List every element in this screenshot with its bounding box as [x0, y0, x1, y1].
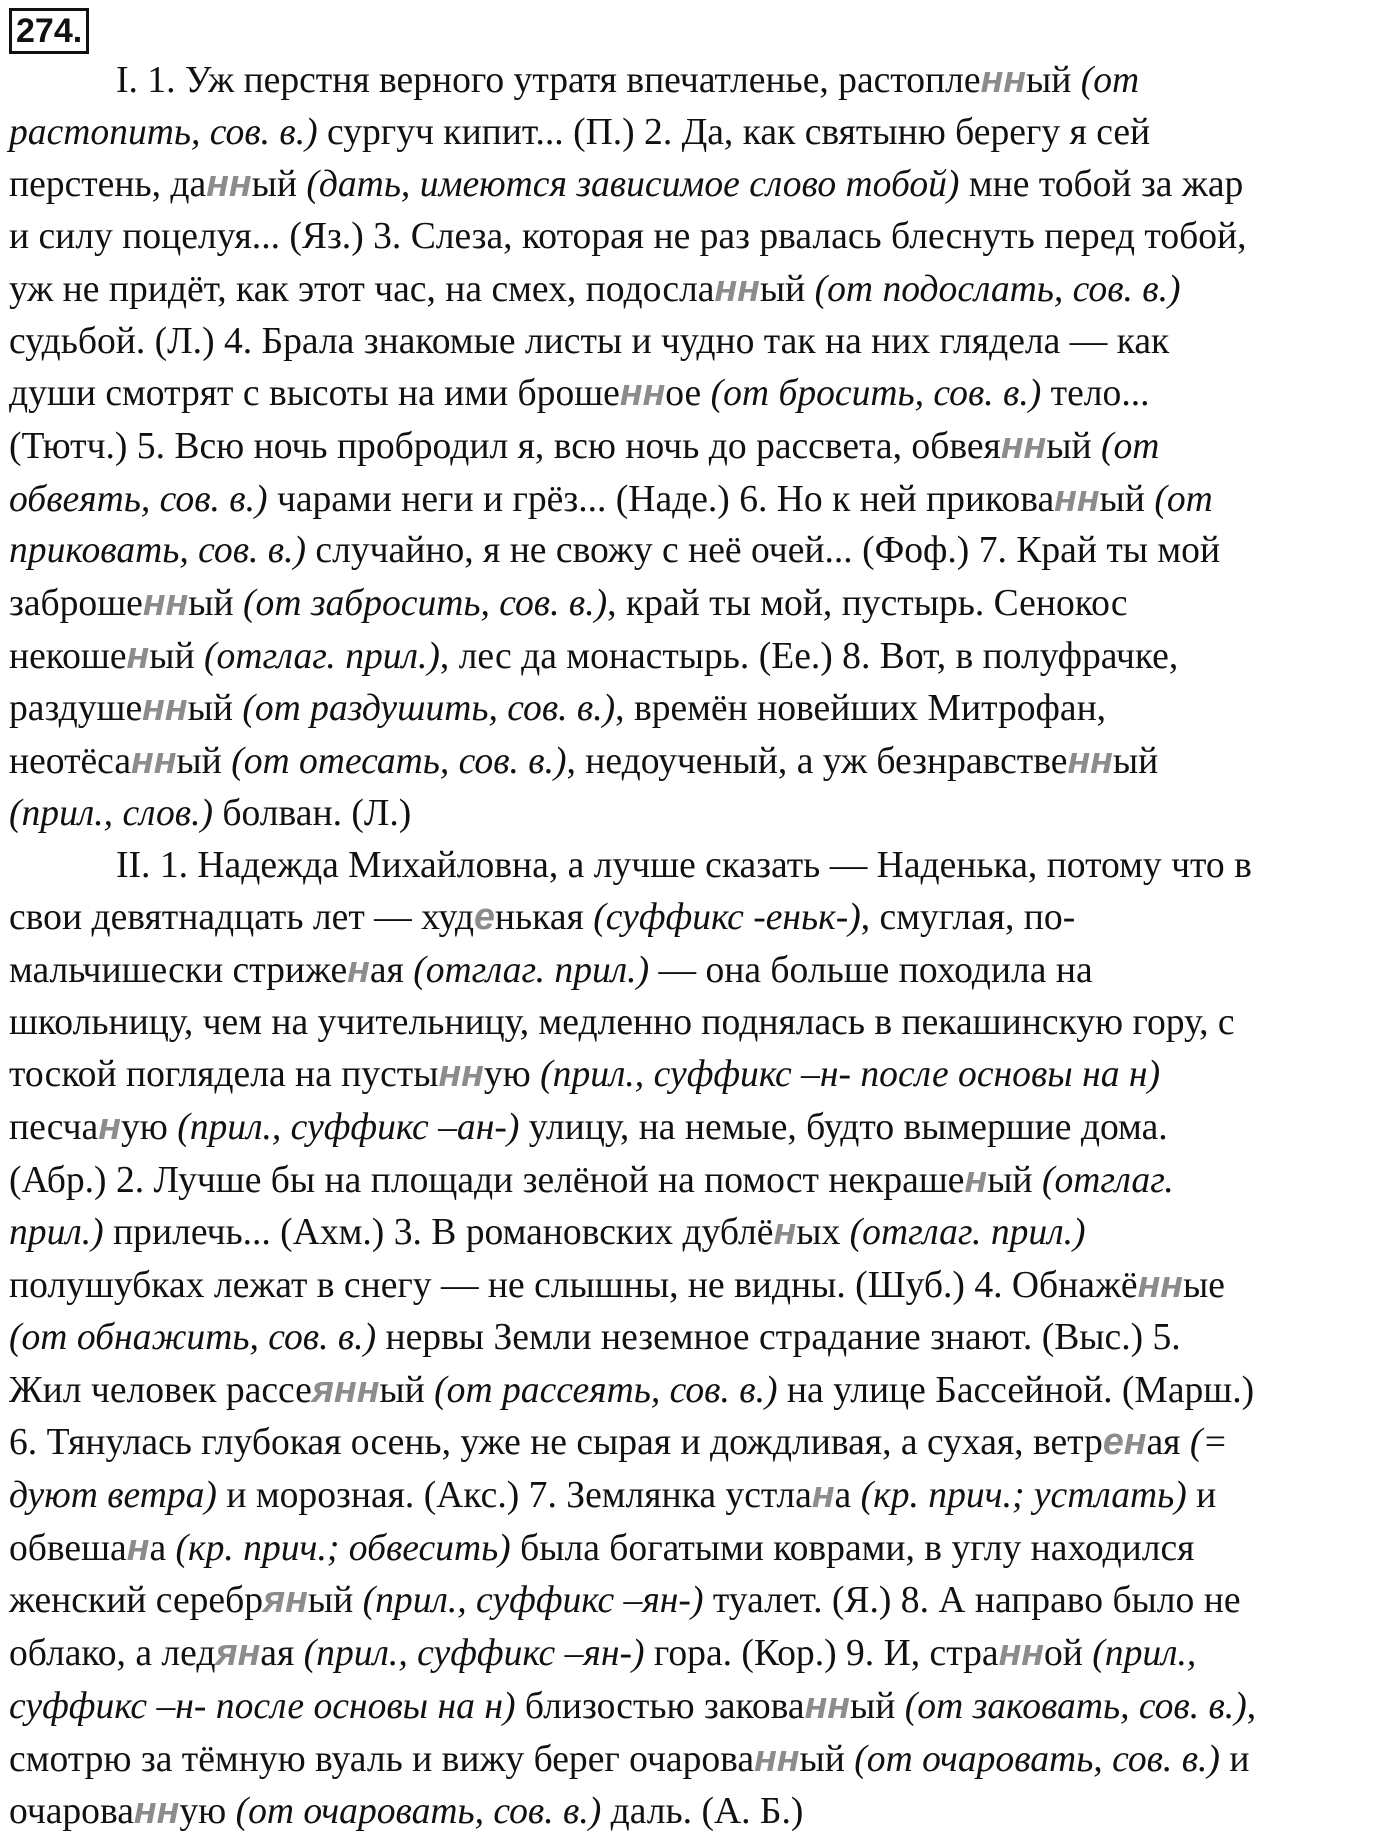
comment-text: (от: [1154, 478, 1213, 520]
body-text: перстень, да: [9, 164, 207, 206]
text-line: [9, 420, 1386, 473]
text-line: [9, 840, 1386, 892]
comment-text: (от забросить, сов. в.): [243, 583, 608, 625]
highlighted-letters: янн: [311, 1367, 380, 1410]
body-text: и морозная. (Акс.) 7. Землянка устла: [216, 1474, 812, 1516]
body-text: , лес да монастырь. (Ее.) 8. Вот, в полуфрачке,: [439, 635, 1179, 677]
body-text: ую: [120, 1107, 178, 1149]
highlighted-letters: нн: [1054, 476, 1100, 519]
paragraph-part-1: [9, 54, 1386, 840]
comment-text: (от: [1080, 60, 1140, 101]
text-line: [9, 211, 1386, 263]
body-text: гора. (Кор.) 9. И, стра: [644, 1633, 999, 1675]
comment-text: (от очаровать, сов. в.): [235, 1791, 602, 1833]
text-line: [9, 1522, 1386, 1575]
comment-text: обвеять, сов. в.): [9, 478, 268, 520]
comment-text: (от заковать, сов. в.): [904, 1685, 1247, 1727]
comment-text: (от бросить, сов. в.): [710, 373, 1042, 415]
body-text: и: [1219, 1738, 1250, 1780]
body-text: неотёса: [9, 741, 132, 783]
comment-text: суффикс –н- после основы на н): [9, 1685, 516, 1727]
highlighted-letters: нн: [804, 1683, 850, 1726]
body-text: ый: [850, 1685, 905, 1727]
text-line: [9, 1680, 1386, 1733]
body-text: ый: [379, 1369, 435, 1411]
highlighted-letters: ен: [1102, 1420, 1147, 1463]
text-line: [9, 1364, 1386, 1417]
text-line: [9, 891, 1386, 944]
body-text: а: [149, 1527, 176, 1569]
body-text: ую: [179, 1791, 236, 1833]
body-text: школьницу, чем на учительницу, медленно поднялась в пекашинскую гору, с: [9, 1001, 1235, 1043]
comment-text: (кр. прич.; устлать): [860, 1474, 1187, 1516]
comment-text: (дать, имеются зависимое слово тобой): [306, 164, 960, 206]
exercise-body: [9, 54, 1386, 1838]
body-text: тело...: [1041, 373, 1150, 415]
highlighted-letters: нн: [133, 1789, 180, 1832]
comment-text: (от отесать, сов. в.): [231, 741, 567, 783]
text-line: [9, 1574, 1386, 1627]
text-line: [9, 1627, 1386, 1680]
body-text: 6. Тянулась глубокая осень, уже не сырая и дождливая, а сухая, ветр: [9, 1422, 1103, 1464]
text-line: [9, 682, 1386, 735]
comment-text: (прил., суффикс –ян-): [362, 1580, 704, 1622]
text-line: [9, 735, 1386, 788]
body-text: ое: [665, 373, 711, 415]
paragraph-part-2: [9, 840, 1386, 1838]
text-line: [9, 1312, 1386, 1364]
comment-text: (кр. прич.; обвесить): [175, 1527, 511, 1569]
body-text: уж не придёт, как этот час, на смех, подосла: [9, 268, 715, 310]
body-text: мальчишески стриже: [9, 949, 348, 991]
body-text: ый: [251, 164, 307, 206]
body-text: ый: [987, 1159, 1042, 1201]
body-text: ый: [149, 635, 205, 677]
text-line: [9, 473, 1386, 526]
body-text: — она больше походила на: [649, 949, 1093, 991]
comment-text: (от раздушить, сов. в.): [242, 688, 616, 730]
body-text: была богатыми коврами, в углу находился: [510, 1527, 1195, 1569]
comment-text: (отглаг. прил.): [413, 949, 650, 991]
body-text: , недоученый, а уж безнравстве: [566, 741, 1068, 783]
body-text: женский серебр: [9, 1580, 264, 1622]
highlighted-letters: нн: [131, 739, 177, 782]
body-text: Жил человек рассе: [9, 1369, 312, 1411]
body-text: ая: [369, 949, 414, 991]
body-text: мне тобой за жар: [959, 164, 1244, 206]
body-text: ый: [799, 1738, 855, 1780]
body-text: заброше: [9, 583, 143, 625]
body-text: песча: [9, 1107, 99, 1149]
body-text: улицу, на немые, будто вымершие дома.: [519, 1107, 1168, 1149]
text-line: [9, 1259, 1386, 1312]
text-line: [9, 263, 1386, 316]
body-text: ый: [176, 741, 232, 783]
highlighted-letters: н: [98, 1105, 121, 1148]
text-line: [9, 630, 1386, 683]
comment-text: приковать, сов. в.): [9, 530, 307, 572]
comment-text: (от обнажить, сов. в.): [9, 1316, 377, 1358]
comment-text: (отглаг. прил.): [849, 1212, 1086, 1254]
comment-text: (прил., суффикс –н- после основы на н): [540, 1054, 1161, 1096]
body-text: ый: [1025, 60, 1081, 101]
text-line: [9, 1785, 1386, 1838]
highlighted-letters: нн: [1067, 739, 1113, 782]
body-text: тоской поглядела на пусты: [9, 1054, 439, 1096]
body-text: ый: [1099, 478, 1155, 520]
text-line: [9, 997, 1386, 1049]
body-text: , смуглая, по-: [860, 897, 1076, 939]
body-text: полушубках лежат в снегу — не слышны, не видны. (Шуб.) 4. Обнажё: [9, 1265, 1138, 1307]
body-text: болван. (Л.): [212, 792, 412, 834]
highlighted-letters: нн: [438, 1052, 484, 1095]
highlighted-letters: н: [347, 947, 370, 990]
body-text: I. 1. Уж перстня верного утратя впечатленье, растопле: [116, 60, 981, 101]
body-text: ые: [1183, 1265, 1225, 1307]
text-line: [9, 1469, 1386, 1522]
comment-text: (от подослать, сов. в.): [814, 268, 1181, 310]
body-text: даль. (А. Б.): [601, 1791, 804, 1833]
body-text: раздуше: [9, 688, 143, 730]
comment-text: (прил., слов.): [9, 792, 213, 834]
body-text: обвеша: [9, 1527, 127, 1569]
body-text: ый: [188, 583, 244, 625]
body-text: ая: [1146, 1422, 1190, 1464]
body-text: близостью закова: [515, 1685, 805, 1727]
text-line: [9, 525, 1386, 577]
comment-text: (прил., суффикс –ян-): [303, 1633, 645, 1675]
highlighted-letters: нн: [714, 266, 760, 309]
highlighted-letters: нн: [980, 58, 1026, 100]
highlighted-letters: нн: [142, 686, 188, 729]
comment-text: (от рассеять, сов. в.): [434, 1369, 778, 1411]
highlighted-letters: н: [964, 1157, 988, 1200]
body-text: ый: [759, 268, 815, 310]
body-text: ой: [1043, 1633, 1093, 1675]
highlighted-letters: е: [474, 895, 495, 938]
body-text: нькая: [494, 897, 594, 939]
body-text: смотрю за тёмную вуаль и вижу берег очарова: [9, 1738, 755, 1780]
text-line: [9, 367, 1386, 420]
body-text: (Тютч.) 5. Всю ночь пробродил я, всю ночь до рассвета, обвея: [9, 425, 1001, 467]
text-line: [9, 1733, 1386, 1786]
text-line: [9, 577, 1386, 630]
highlighted-letters: н: [126, 1525, 150, 1568]
text-line: [9, 1154, 1386, 1207]
body-text: туалет. (Я.) 8. А направо было не: [703, 1580, 1241, 1622]
exercise-number: 274.: [9, 8, 89, 54]
body-text: ый: [307, 1580, 363, 1622]
comment-text: (прил.,: [1092, 1633, 1197, 1675]
comment-text: (отглаг. прил.): [204, 635, 440, 677]
comment-text: (отглаг.: [1041, 1159, 1174, 1201]
body-text: ый: [1112, 741, 1159, 783]
body-text: и: [1186, 1474, 1217, 1516]
highlighted-letters: ян: [263, 1578, 308, 1621]
comment-text: растопить, сов. в.): [9, 111, 318, 153]
body-text: и силу поцелуя... (Яз.) 3. Слеза, которая не раз рвалась блеснуть перед тобой,: [9, 216, 1247, 258]
body-text: свои девятнадцать лет — худ: [9, 897, 475, 939]
body-text: души смотрят с высоты на ими броше: [9, 373, 620, 415]
comment-text: (суффикс -еньк-): [593, 897, 861, 939]
highlighted-letters: нн: [1137, 1263, 1183, 1306]
body-text: прилечь... (Ахм.) 3. В романовских дублё: [103, 1212, 774, 1254]
body-text: судьбой. (Л.) 4. Брала знакомые листы и чудно так на них глядела — как: [9, 320, 1170, 362]
highlighted-letters: н: [126, 633, 150, 676]
text-line: [9, 1048, 1386, 1101]
body-text: сургуч кипит... (П.) 2. Да, как святыню берегу я сей: [317, 111, 1151, 153]
text-line: [9, 944, 1386, 997]
body-text: ая: [260, 1633, 304, 1675]
comment-text: (от: [1100, 425, 1160, 467]
body-text: а: [834, 1474, 861, 1516]
body-text: облако, а лед: [9, 1633, 216, 1675]
body-text: (Абр.) 2. Лучше бы на площади зелёной на помост некраше: [9, 1159, 965, 1201]
highlighted-letters: н: [773, 1210, 797, 1253]
text-line: [9, 316, 1386, 368]
highlighted-letters: нн: [1000, 423, 1047, 466]
body-text: ый: [1046, 425, 1101, 467]
body-text: очарова: [9, 1791, 134, 1833]
body-text: на улице Бассейной. (Марш.): [777, 1369, 1255, 1411]
body-text: нервы Земли неземное страдание знают. (Выс.) 5.: [376, 1316, 1181, 1358]
text-line: [9, 1416, 1386, 1469]
body-text: ых: [796, 1212, 850, 1254]
text-line: [9, 1206, 1386, 1259]
body-text: случайно, я не свожу с неё очей... (Фоф.) 7. Край ты мой: [306, 530, 1221, 572]
highlighted-letters: нн: [206, 162, 252, 205]
body-text: чарами неги и грёз... (Наде.) 6. Но к ней прикова: [267, 478, 1055, 520]
body-text: , времён новейших Митрофан,: [615, 688, 1107, 730]
body-text: ,: [1246, 1685, 1257, 1727]
text-line: [9, 54, 1386, 107]
body-text: ый: [187, 688, 243, 730]
highlighted-letters: н: [811, 1472, 835, 1515]
body-text: некоше: [9, 635, 127, 677]
text-line: [9, 788, 1386, 840]
highlighted-letters: нн: [754, 1736, 800, 1779]
text-line: [9, 107, 1386, 159]
comment-text: (=: [1189, 1422, 1228, 1464]
comment-text: дуют ветра): [9, 1474, 217, 1516]
highlighted-letters: нн: [142, 581, 189, 624]
comment-text: прил.): [9, 1212, 104, 1254]
text-line: [9, 158, 1386, 211]
body-text: II. 1. Надежда Михайловна, а лучше сказать — Наденька, потому что в: [116, 844, 1252, 886]
highlighted-letters: нн: [619, 371, 666, 414]
body-text: , край ты мой, пустырь. Сенокос: [607, 583, 1128, 625]
comment-text: (прил., суффикс –ан-): [177, 1107, 520, 1149]
highlighted-letters: нн: [998, 1631, 1044, 1674]
body-text: ую: [483, 1054, 541, 1096]
text-line: [9, 1101, 1386, 1154]
comment-text: (от очаровать, сов. в.): [854, 1738, 1220, 1780]
highlighted-letters: ян: [215, 1631, 261, 1674]
